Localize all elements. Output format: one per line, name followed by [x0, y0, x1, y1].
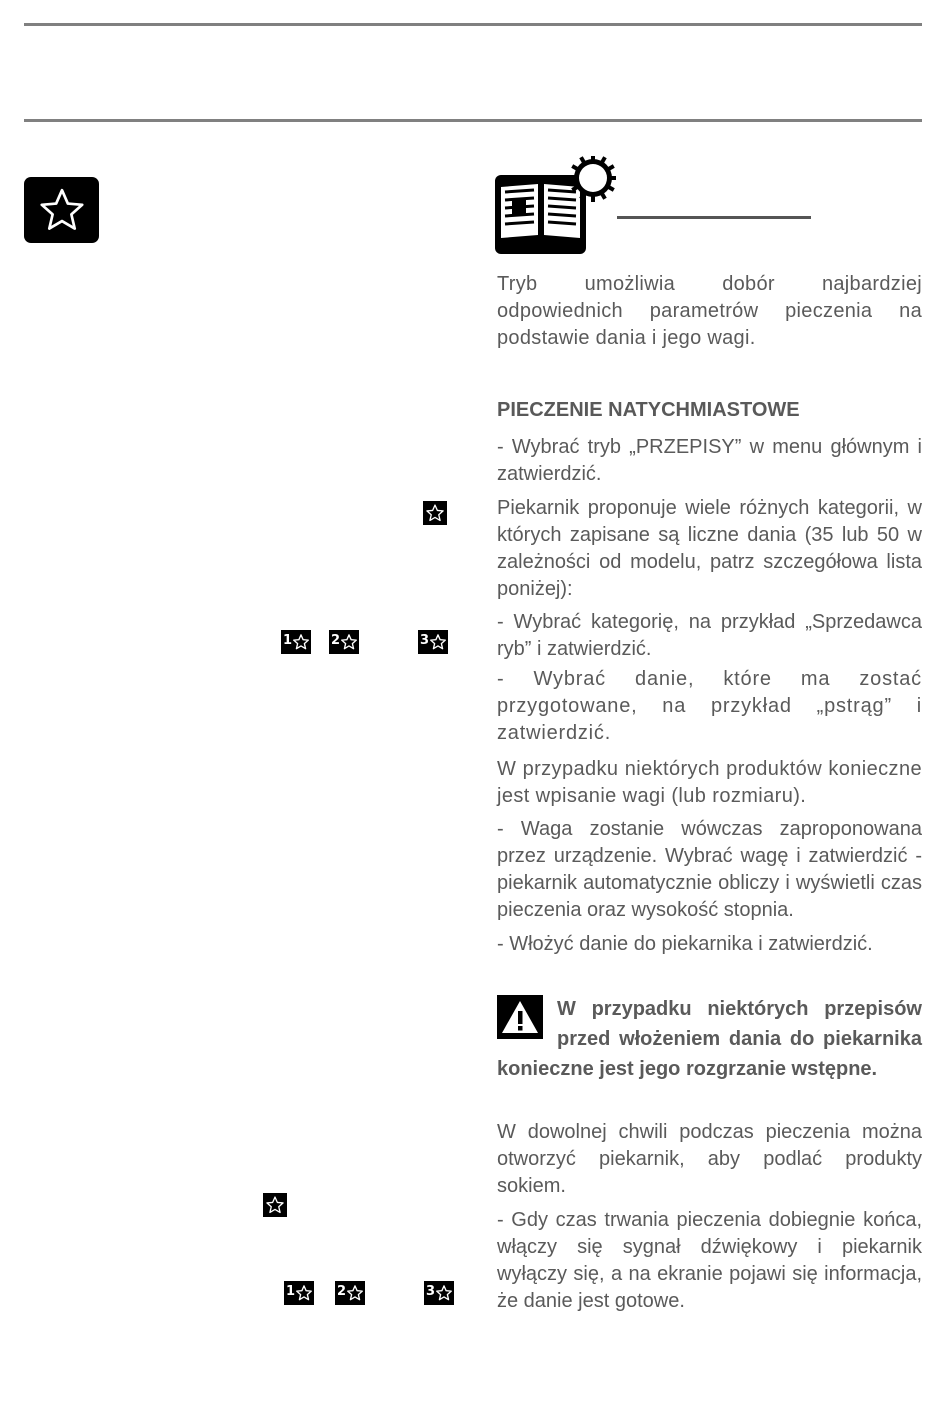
- weight-paragraph: W przypadku niektórych produktów konieczne jest wpisanie wagi (lub rozmiaru).: [497, 758, 922, 807]
- star-level-marker-2: [329, 630, 359, 654]
- section-heading: PIECZENIE NATYCHMIASTOWE: [497, 399, 800, 421]
- marker-number: 1: [286, 1284, 296, 1299]
- basting-paragraph: W dowolnej chwili podczas pieczenia można otworzyć piekarnik, aby podlać produkty sokiem.: [497, 1121, 922, 1197]
- step-select-mode: - Wybrać tryb „PRZEPISY” w menu głównym i zatwierdzić.: [497, 436, 922, 485]
- title-underline: [617, 216, 811, 219]
- star-icon: [425, 503, 445, 523]
- step-select-weight: - Waga zostanie wówczas zaproponowana przez urządzenie. Wybrać wagę i zatwierdzić - piekarnik automatycznie obliczy i wyświetli czas pieczenia oraz wysokość stopnia.: [497, 818, 922, 921]
- star-icon: [265, 1195, 285, 1215]
- categories-paragraph: Piekarnik proponuje wiele różnych kategorii, w których zapisane są liczne dania (35 lub 50 w zależności od modelu, patrz szczegółowa lista poniżej):: [497, 497, 922, 600]
- star-icon: [435, 1284, 453, 1302]
- star-icon: [340, 633, 358, 651]
- star-level-marker-2: [335, 1281, 365, 1305]
- star-icon: [295, 1284, 313, 1302]
- top-rule: [24, 23, 922, 26]
- star-mode-badge: [24, 177, 99, 243]
- warning-triangle-icon: [497, 995, 543, 1039]
- step-insert-dish: - Włożyć danie do piekarnika i zatwierdzić.: [497, 933, 873, 955]
- marker-number: 2: [331, 633, 341, 648]
- star-icon: [292, 633, 310, 651]
- preheat-warning: [497, 994, 922, 1084]
- marker-number: 2: [337, 1284, 347, 1299]
- intro-paragraph: Tryb umożliwia dobór najbardziej odpowiednich parametrów pieczenia na podstawie dania i jego wagi.: [497, 273, 922, 349]
- star-level-marker-1: [281, 630, 311, 654]
- marker-number: 1: [283, 633, 293, 648]
- marker-number: 3: [426, 1284, 436, 1299]
- star-marker: [263, 1193, 287, 1217]
- end-of-cooking-paragraph: - Gdy czas trwania pieczenia dobiegnie końca, włączy się sygnał dźwiękowy i piekarnik wyłączy się, a na ekranie pojawi się informacja, że danie jest gotowe.: [497, 1209, 922, 1312]
- warning-text: W przypadku niektórych przepisów przed włożeniem dania do piekarnika konieczne jest jego rozgrzanie wstępne.: [497, 998, 922, 1080]
- header-rule: [24, 119, 922, 122]
- step-select-dish: - Wybrać danie, które ma zostać przygotowane, na przykład „pstrąg” i zatwierdzić.: [497, 668, 922, 744]
- star-icon: [346, 1284, 364, 1302]
- star-level-marker-3: [424, 1281, 454, 1305]
- marker-number: 3: [420, 633, 430, 648]
- star-level-marker-1: [284, 1281, 314, 1305]
- star-icon: [37, 185, 87, 235]
- recipe-book-icon: [494, 156, 616, 256]
- step-select-category: - Wybrać kategorię, na przykład „Sprzedawca ryb” i zatwierdzić.: [497, 611, 922, 660]
- star-level-marker-3: [418, 630, 448, 654]
- star-icon: [429, 633, 447, 651]
- star-marker: [423, 501, 447, 525]
